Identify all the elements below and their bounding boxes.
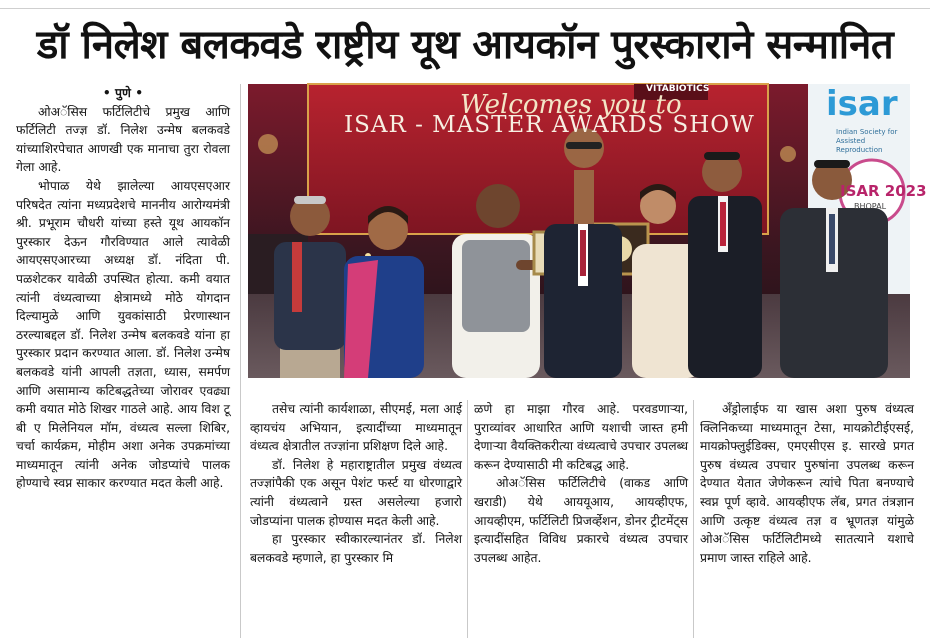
paragraph: ळणे हा माझा गौरव आहे. परवडणाऱ्या, पुराव्यांवर आधारित आणि यशाची जास्त हमी देणाऱ्या वैयक्तिकरीत्या वंध्यत्वाचे उपचार उपलब्ध करून देण्यासाठी मी कटिबद्ध आहे. [474,402,688,472]
paragraph: डॉ. निलेश हे महाराष्ट्रातील प्रमुख वंध्यत्व तज्ज्ञांपैकी एक असून पेशंट फर्स्ट या धोरणाद्वारे त्यांनी वंध्यत्वाने ग्रस्त असलेल्या हजारो जोडप्यांना पालक होण्यास मदत केली आहे. [250,457,462,528]
sponsor-logo: VITABIOTICS [646,84,710,94]
banner-welcome: Welcomes you to [460,90,682,120]
paragraph: भोपाळ येथे झालेल्या आयएसएआर परिषदेत त्यांना मध्यप्रदेशचे माननीय आरोग्यमंत्री श्री. प्रभूराम चौधरी यांच्या हस्ते यूथ आयकॉन पुरस्कार देऊन गौरविण्यात आले त्यावेळी आयएसएआरच्या अध्यक्ष डॉ. नंदिता पी. पळशेटकर यावेळी उपस्थित होत्या. कमी वयात त्यांनी वंध्यत्वाच्या क्षेत्रामध्ये मोठे योगदान दिल्यामुळे आणि युवकांसाठी प्रेरणास्थान ठरल्याबद्दल डॉ. निलेश उन्मेष बलकवडे यांना हा पुरस्कार प्रदान करण्यात आला. डॉ. निलेश उन्मेष बलकवडे यांनी आपली तज्ञता, ध्यास, समर्पण आणि असामान्य कटिबद्धतेच्या जोरावर एवढ्या कमी वयात मोठे शिखर गाठले आहे. आय विश टू बी ए मिलेनियल मॉम, वंध्यत्व सल्ला शिबिर, चर्चा कार्यक्रम, मोहीम अशा अनेक उपक्रमांच्या माध्यमातून त्यांनी अनेक जोडप्यांचे पालक होण्याचे स्वप्न साकार करण्यात मदत केली आहे. [16,178,230,491]
paragraph: हा पुरस्कार स्वीकारल्यानंतर डॉ. निलेश बलकवडे म्हणाले, हा पुरस्कार मि [250,532,462,565]
article-column-2 [250,400,462,638]
paragraph: ओअॅसिस फर्टिलिटीचे (वाकड आणि खराडी) येथे आययूआय, आयव्हीएफ, आयव्हीएम, फर्टिलिटी प्रिजर्व्हेशन, डोनर ट्रीटमेंट्स इत्यादींसहित विविध प्रकारचे वंध्यत्व उपचार उपलब्ध आहेत. [474,476,688,565]
column-divider [467,400,468,638]
award-photo [248,84,927,378]
paragraph: ओअॅसिस फर्टिलिटीचे प्रमुख आणि फर्टिलिटी तज्ज्ञ डॉ. निलेश उन्मेष बलकवडे यांच्याशिरपेचात आणखी एक मानाचा तुरा रोवला गेला आहे. [16,104,230,175]
conference-badge: ISAR 2023 [840,182,927,200]
article-column-3 [474,400,688,638]
conference-city: BHOPAL [854,202,887,211]
isar-logo-subtitle: Indian Society for Assisted Reproduction [836,128,898,154]
dateline: • पुणे • [102,86,144,100]
column-divider [693,400,694,638]
paragraph: तसेच त्यांनी कार्यशाळा, सीएमई, मला आई व्हायचंय अभियान, इत्यादींच्या माध्यमातून वंध्यत्व क्षेत्रातील तज्ज्ञांना प्रशिक्षण दिले आहे. [250,402,462,454]
article-column-4 [700,400,914,638]
column-divider [240,84,241,638]
paragraph: अँड्रोलाईफ या खास अशा पुरुष वंध्यत्व क्लिनिकच्या माध्यमातून टेसा, मायक्रोटीईएसई, मायक्रोफ्लुईडिक्स, एमएसीएस इ. सारखे प्रगत पुरुष वंध्यत्व उपचार पुरुषांना उपलब्ध करून देण्यात येतात जेणेकरून त्यांचे पिता बनण्याचे स्वप्न पूर्ण व्हावे. आयव्हीएफ लॅब, प्रगत तंत्रज्ञान आणि उत्कृष्ट वंध्यत्व तज्ञ व भ्रूणतज्ञ यांमुळे ओअॅसिस फर्टिलिटीमध्ये सातत्याने यशाचे प्रमाण जास्त राहिले आहे. [700,402,914,565]
banner-show-title: ISAR - MASTER AWARDS SHOW [344,112,755,138]
isar-logo: isar [826,84,898,124]
top-rule [0,0,930,9]
article-column-1 [16,84,230,638]
headline: डॉ निलेश बलकवडे राष्ट्रीय यूथ आयकॉन पुरस्काराने सन्मानित [36,22,894,68]
